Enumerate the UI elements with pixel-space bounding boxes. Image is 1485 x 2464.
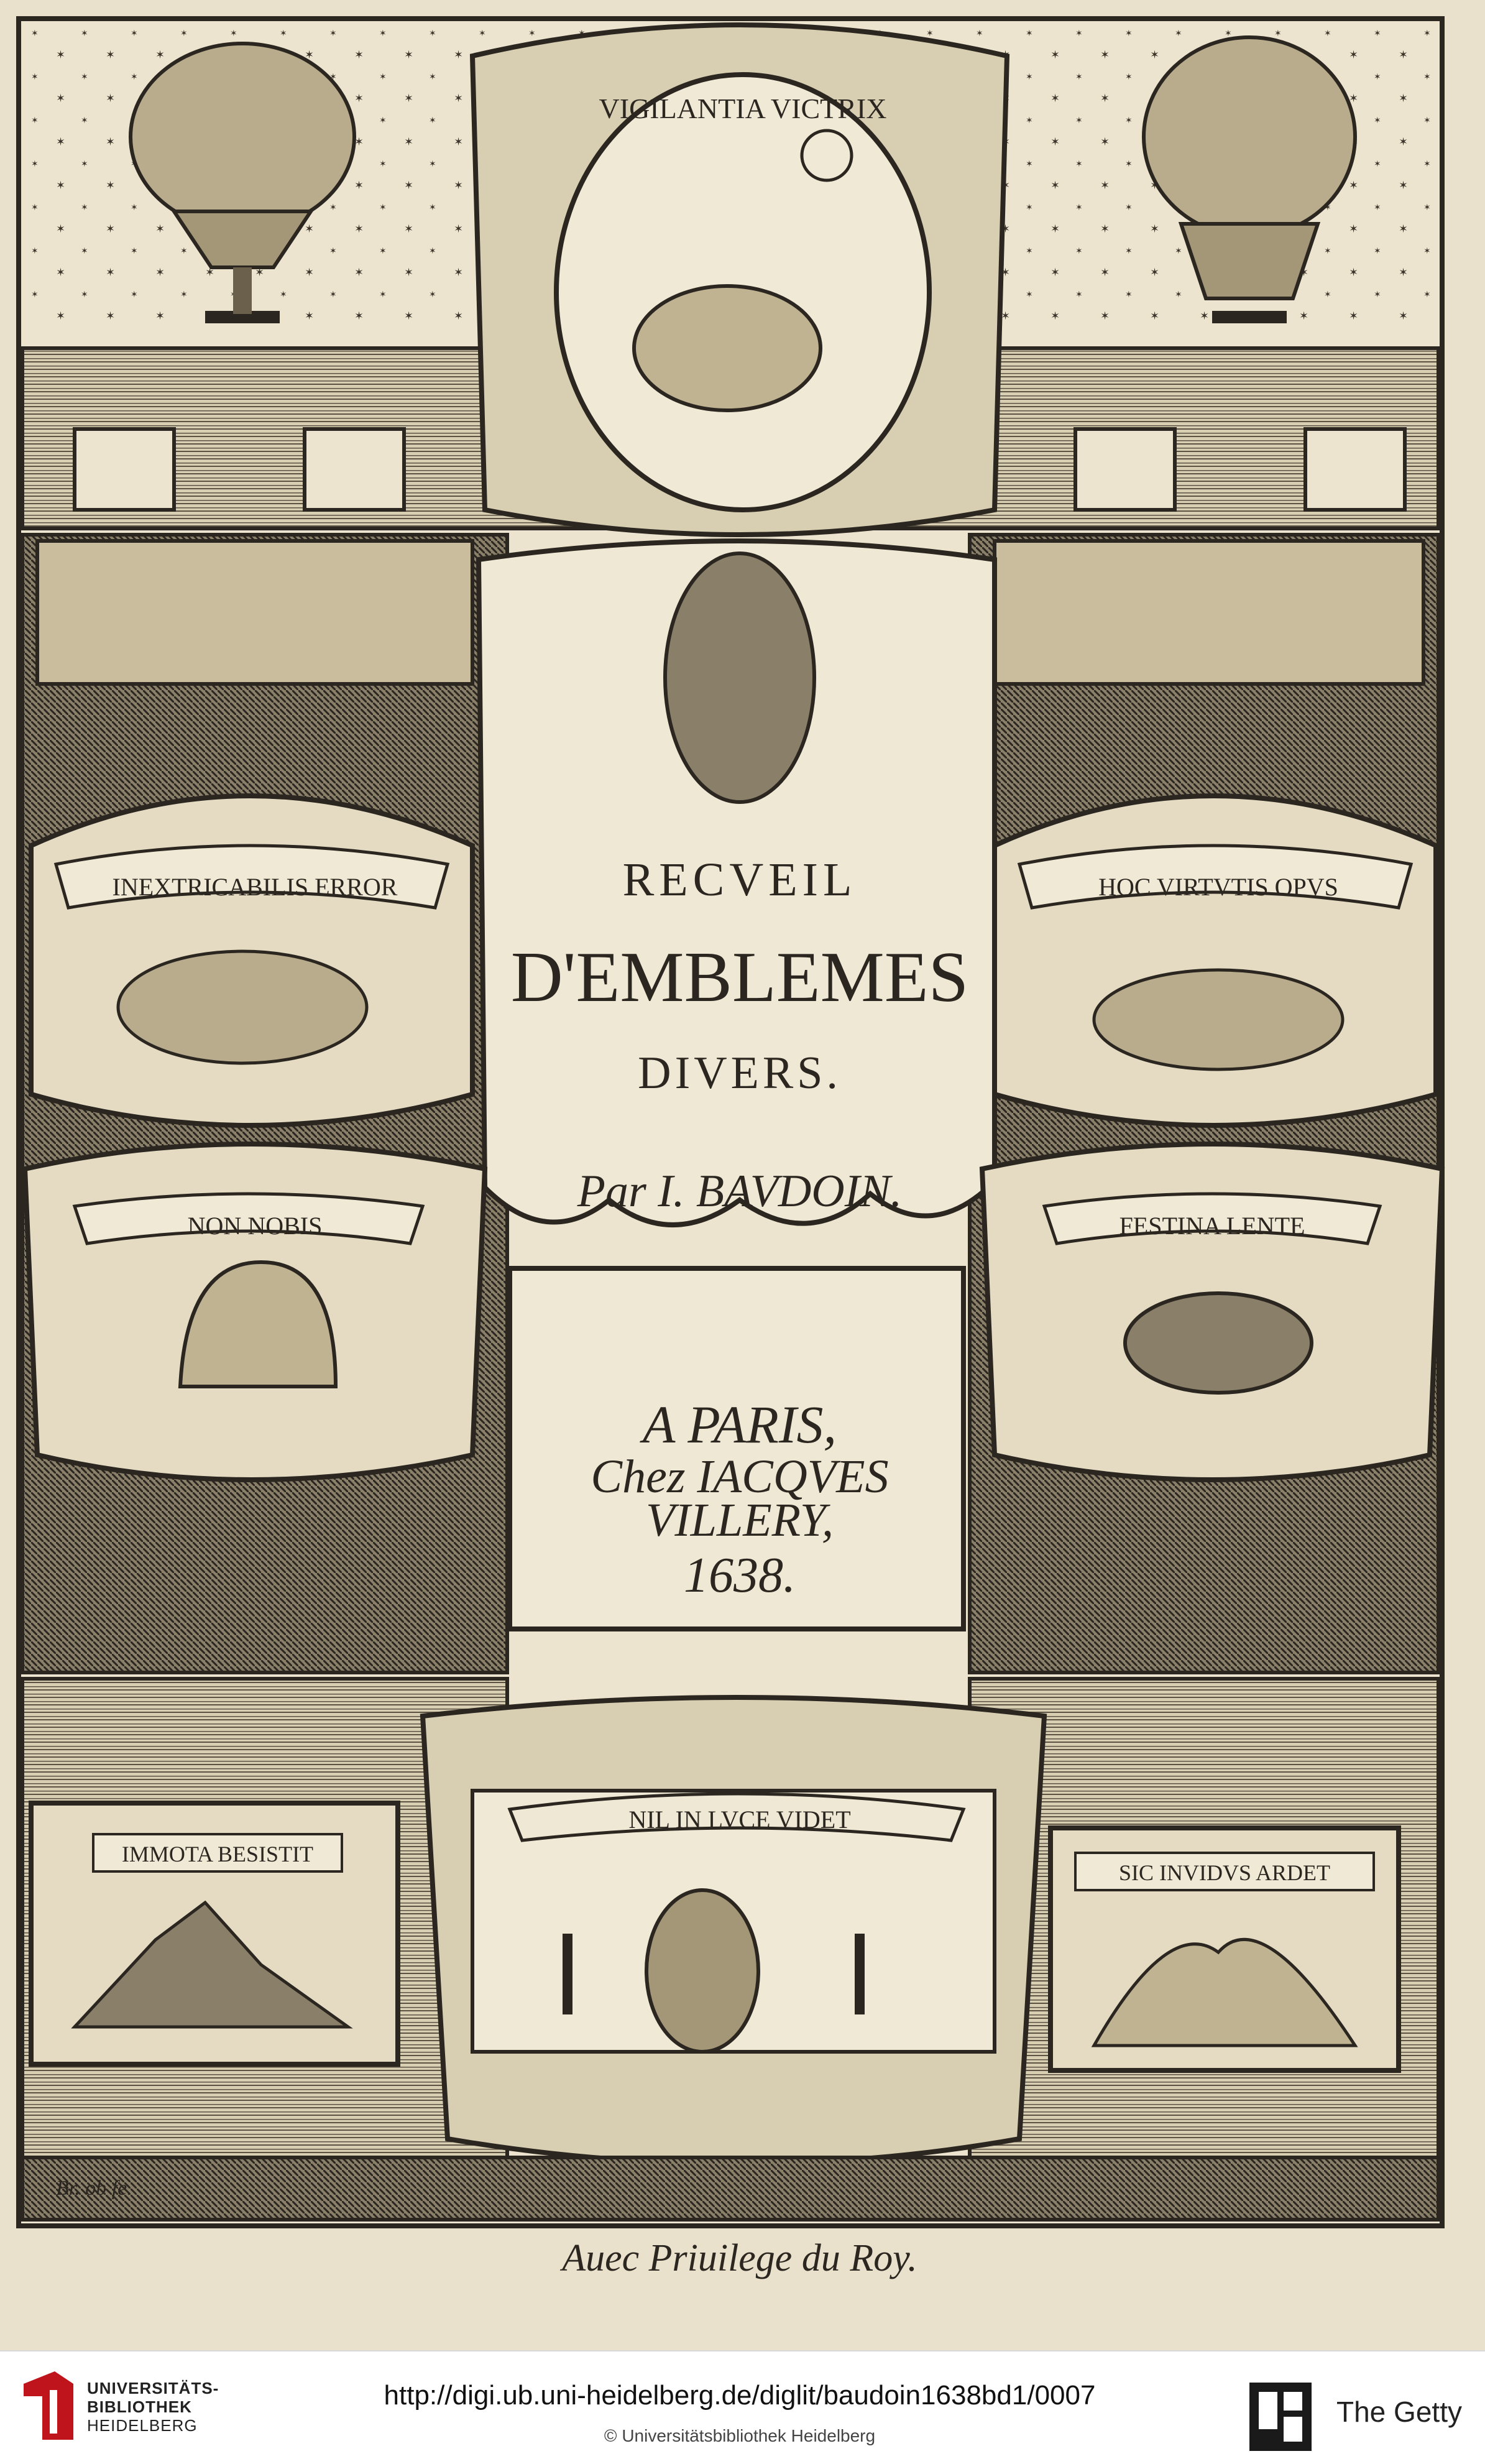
bottom-center-motto: NIL IN LVCE VIDET <box>628 1806 851 1834</box>
emblem-fire <box>1051 1828 1399 2070</box>
title-recueil: RECVEIL <box>622 854 857 906</box>
left-upper-motto: INEXTRICABILIS ERROR <box>112 873 398 901</box>
imprint-publisher: Chez IACQVES <box>591 1451 889 1503</box>
emblem-rock <box>31 1803 398 2064</box>
library-line-2: BIBLIOTHEK <box>87 2397 192 2416</box>
title-emblemes: D'EMBLEMES <box>510 938 969 1017</box>
central-drapery <box>479 541 995 1225</box>
title-divers: DIVERS. <box>638 1048 842 1099</box>
emblem-tortoise <box>982 1144 1442 1480</box>
owl-cartouche <box>423 1697 1044 2164</box>
engraver-signature: Br. ob fe. <box>56 2177 132 2200</box>
privilege-line: Auec Priuilege du Roy. <box>562 2237 917 2279</box>
top-banner-motto: VIGILANTIA VICTRIX <box>599 93 887 124</box>
author-line: Par I. BAVDOIN. <box>577 1166 903 1217</box>
bottom-right-motto: SIC INVIDVS ARDET <box>1118 1860 1331 1885</box>
university-library-name <box>87 2379 274 2435</box>
right-upper-motto: HOC VIRTVTIS OPVS <box>1098 873 1338 901</box>
viewer-footer <box>0 2350 1485 2464</box>
library-line-3: HEIDELBERG <box>87 2416 198 2435</box>
imprint-city: A PARIS, <box>642 1395 837 1454</box>
emblem-boar <box>995 796 1436 1125</box>
bottom-left-motto: IMMOTA BESISTIT <box>121 1842 314 1866</box>
imprint-publisher-name: VILLERY, <box>645 1494 834 1546</box>
university-library-logo-icon <box>17 2371 80 2446</box>
permalink-url[interactable]: http://digi.ub.uni-heidelberg.de/diglit/baudoin1638bd1/0007 <box>384 2380 1096 2411</box>
right-lower-motto: FESTINA LENTE <box>1119 1212 1305 1240</box>
getty-logo-icon <box>1249 2383 1312 2451</box>
imprint-year: 1638. <box>684 1548 796 1603</box>
copyright-notice: © Universitätsbibliothek Heidelberg <box>604 2426 876 2445</box>
emblem-beehive <box>25 1144 485 1480</box>
imprint-panel <box>510 1268 963 1629</box>
left-lower-motto: NON NOBIS <box>187 1212 323 1240</box>
library-line-1: UNIVERSITÄTS- <box>87 2379 219 2397</box>
emblem-centaur <box>31 796 472 1125</box>
rooster-cartouche <box>472 25 1007 535</box>
partner-name: The Getty <box>1336 2396 1462 2428</box>
